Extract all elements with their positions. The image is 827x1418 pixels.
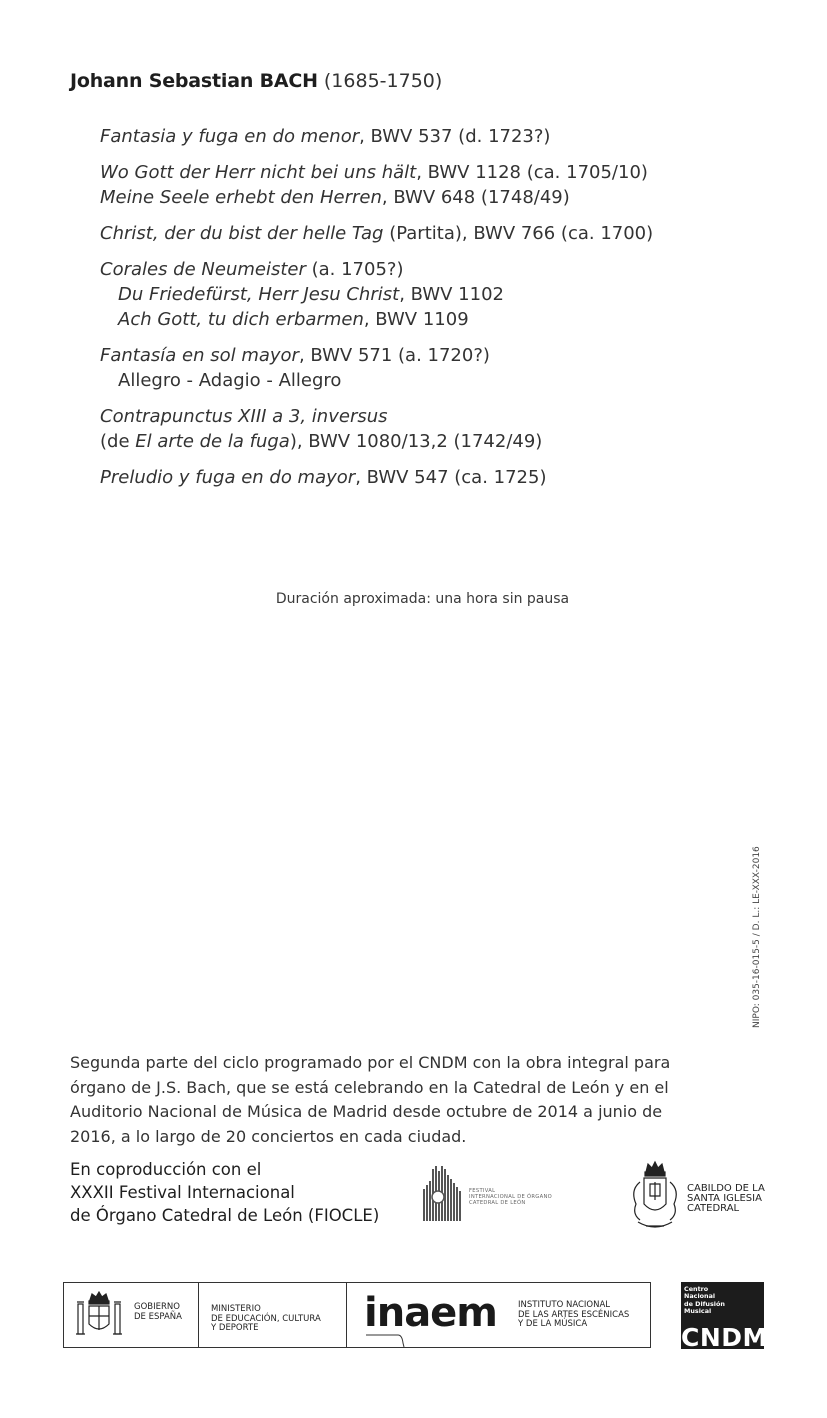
instituto-line: INSTITUTO NACIONAL [518, 1300, 611, 1310]
inaem-wordmark: inaem [364, 1290, 497, 1336]
gobierno-cell [64, 1283, 199, 1347]
cndm-wordmark: CNDM [681, 1323, 768, 1352]
fiocle-line: CATEDRAL DE LEÓN [469, 1200, 526, 1207]
description-line: Auditorio Nacional de Música de Madrid desde octubre de 2014 a junio de [70, 1102, 663, 1121]
cndm-logo-caption [684, 1286, 725, 1316]
work-catalog: , BWV 571 (a. 1720?) [298, 345, 490, 366]
description-line: 2016, a lo largo de 20 conciertos en cada ciudad. [70, 1126, 467, 1146]
ministerio-text [211, 1305, 321, 1334]
work-title: Preludio y fuga en do mayor [100, 467, 356, 488]
ministerio-line: Y DEPORTE [211, 1323, 259, 1333]
composer-heading [70, 70, 442, 92]
fiocle-logo [421, 1163, 599, 1223]
work-catalog: , BWV 537 (d. 1723?) [359, 126, 551, 147]
gobierno-line: DE ESPAÑA [134, 1311, 182, 1322]
work-title: Du Friedefürst, Herr Jesu Christ [118, 284, 400, 305]
cabildo-logo-text [687, 1184, 765, 1214]
work-source-title: El arte de la fuga [135, 431, 290, 452]
work-catalog: (Partita), BWV 766 (ca. 1700) [383, 223, 654, 244]
program-item [100, 124, 740, 149]
work-title: Ach Gott, tu dich erbarmen [118, 309, 364, 330]
work-catalog: , BWV 1109 [363, 309, 469, 330]
gobierno-text [134, 1303, 182, 1322]
program-item [100, 160, 740, 210]
work-catalog: , BWV 648 (1748/49) [381, 187, 570, 208]
cndm-logo [681, 1282, 768, 1352]
composer-dates: (1685-1750) [323, 70, 443, 92]
fiocle-line: FESTIVAL [469, 1188, 496, 1194]
coproduction-line: XXXII Festival Internacional [70, 1183, 295, 1202]
description-line: Segunda parte del ciclo programado por el CNDM con la obra integral para [70, 1053, 671, 1072]
work-title: Christ, der du bist der helle Tag [100, 223, 384, 244]
institutional-footer [63, 1282, 651, 1348]
ministerio-line: DE EDUCACIÓN, CULTURA [211, 1313, 321, 1324]
program-item [100, 465, 740, 490]
instituto-text [518, 1301, 629, 1330]
spain-coat-of-arms-icon [74, 1290, 124, 1342]
organ-pipes-icon [421, 1163, 469, 1223]
cndm-line: de Difusión [684, 1299, 725, 1308]
cathedral-crest-icon [626, 1160, 684, 1236]
work-prefix: (de [100, 431, 136, 452]
work-title: Meine Seele erhebt den Herren [100, 187, 382, 208]
description-paragraph [70, 1051, 710, 1149]
program-item [100, 221, 740, 246]
work-title: Fantasía en sol mayor [100, 345, 299, 366]
cabildo-logo [626, 1160, 776, 1236]
program-item [100, 404, 740, 454]
work-catalog: , BWV 1128 (ca. 1705/10) [416, 162, 648, 183]
instituto-line: Y DE LA MÚSICA [518, 1319, 588, 1329]
work-title: Wo Gott der Herr nicht bei uns hält [100, 162, 417, 183]
program-list [100, 124, 740, 501]
instituto-line: DE LAS ARTES ESCÉNICAS [518, 1309, 630, 1320]
inaem-underline-icon [366, 1329, 516, 1349]
duration-note: Duración aproximada: una hora sin pausa [275, 591, 570, 607]
inaem-cell [346, 1283, 652, 1347]
cndm-line: Musical [684, 1307, 712, 1316]
program-item [100, 257, 740, 332]
composer-name: Johann Sebastian BACH [70, 70, 318, 92]
work-title: Corales de Neumeister [100, 259, 306, 280]
cndm-line: Centro [684, 1285, 709, 1293]
work-catalog: , BWV 1102 [399, 284, 504, 305]
cabildo-line: SANTA IGLESIA [687, 1193, 762, 1204]
coproduction-line: En coproducción con el [70, 1160, 262, 1179]
cabildo-line: CABILDO DE LA [687, 1183, 765, 1194]
description-line: órgano de J.S. Bach, que se está celebrando en la Catedral de León y en el [70, 1077, 669, 1097]
coproduction-text [70, 1158, 379, 1227]
cabildo-line: CATEDRAL [687, 1203, 740, 1214]
legal-deposit-text: NIPO: 035-16-015-5 / D. L.: LE-XXX-2016 [752, 846, 762, 1028]
work-title: Fantasia y fuga en do menor [100, 126, 360, 147]
ministerio-line: MINISTERIO [211, 1304, 261, 1314]
work-movements: Allegro - Adagio - Allegro [118, 370, 342, 391]
gobierno-line: GOBIERNO [134, 1302, 180, 1312]
work-catalog: , BWV 547 (ca. 1725) [355, 467, 547, 488]
fiocle-line: INTERNACIONAL DE ÓRGANO [469, 1194, 553, 1201]
coproduction-line: de Órgano Catedral de León (FIOCLE) [70, 1206, 380, 1225]
work-catalog: ), BWV 1080/13,2 (1742/49) [289, 431, 543, 452]
program-item [100, 343, 740, 393]
work-title: Contrapunctus XIII a 3, inversus [100, 406, 388, 427]
cndm-line: Nacional [684, 1292, 716, 1301]
fiocle-logo-text [469, 1188, 552, 1207]
work-catalog: (a. 1705?) [305, 259, 404, 280]
ministerio-cell [198, 1283, 347, 1347]
